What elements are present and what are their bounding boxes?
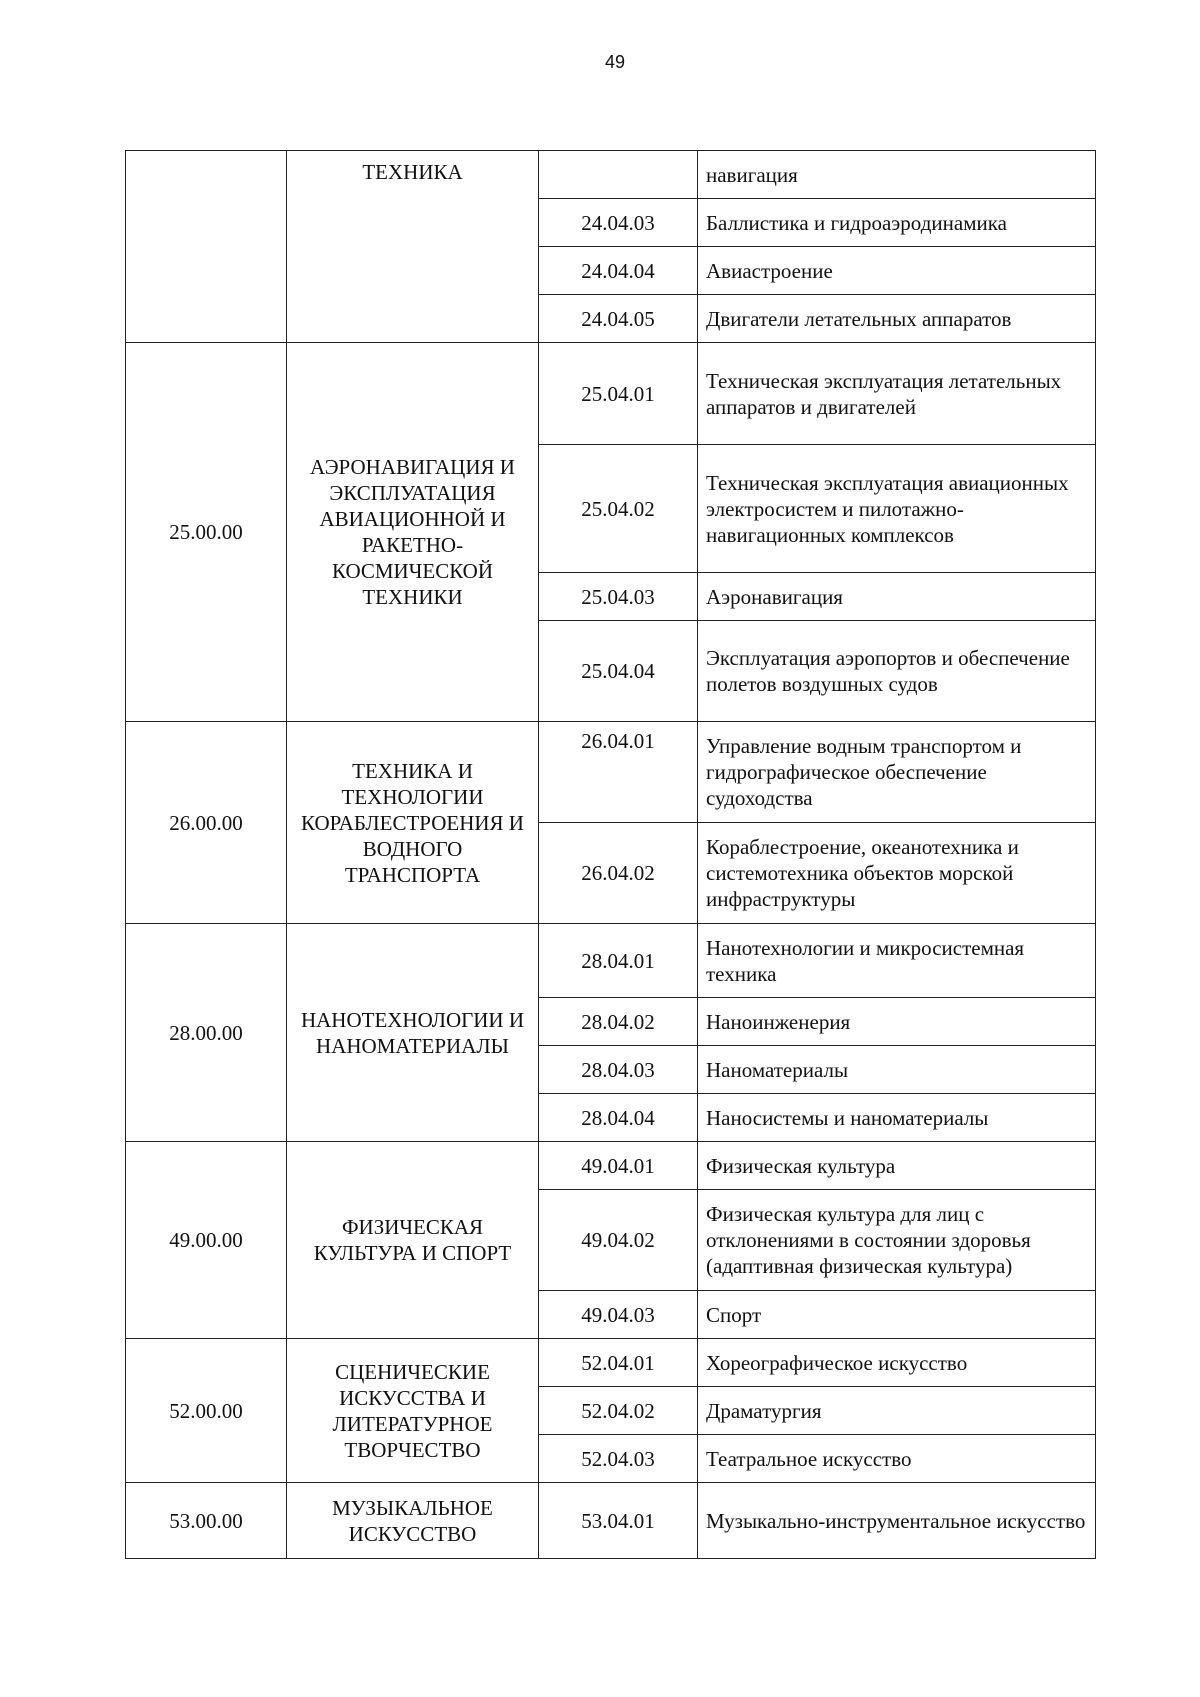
specialty-name: Драматургия — [698, 1387, 1096, 1435]
specialty-name: Двигатели летательных аппаратов — [698, 295, 1096, 343]
specialty-name: Наносистемы и наноматериалы — [698, 1094, 1096, 1142]
specialty-code — [539, 151, 698, 199]
specialties-table — [125, 150, 1096, 1559]
group-code: 28.00.00 — [126, 924, 287, 1142]
table-row — [126, 1339, 1096, 1387]
table-row — [126, 924, 1096, 998]
specialty-name: Нанотехнологии и микросистемная техника — [698, 924, 1096, 998]
group-code: 53.00.00 — [126, 1483, 287, 1559]
specialty-name: Аэронавигация — [698, 573, 1096, 621]
specialty-name: Эксплуатация аэропортов и обеспечение полетов воздушных судов — [698, 621, 1096, 722]
table-row — [126, 722, 1096, 823]
specialty-code: 53.04.01 — [539, 1483, 698, 1559]
specialty-code: 25.04.02 — [539, 445, 698, 573]
specialty-code: 25.04.03 — [539, 573, 698, 621]
group-code: 25.00.00 — [126, 343, 287, 722]
specialty-name: Кораблестроение, океанотехника и системотехника объектов морской инфраструктуры — [698, 823, 1096, 924]
group-name: МУЗЫКАЛЬНОЕ ИСКУССТВО — [287, 1483, 539, 1559]
specialty-name: Техническая эксплуатация летательных аппаратов и двигателей — [698, 343, 1096, 445]
specialty-code: 25.04.04 — [539, 621, 698, 722]
specialty-name: Театральное искусство — [698, 1435, 1096, 1483]
table-row — [126, 151, 1096, 199]
page-number: 49 — [604, 52, 626, 72]
specialty-code: 24.04.05 — [539, 295, 698, 343]
group-name: ТЕХНИКА — [287, 151, 539, 343]
table-row — [126, 1142, 1096, 1190]
specialty-name: Наноинженерия — [698, 998, 1096, 1046]
table-row — [126, 343, 1096, 445]
specialty-code: 24.04.03 — [539, 199, 698, 247]
specialty-code: 26.04.02 — [539, 823, 698, 924]
specialty-code: 52.04.01 — [539, 1339, 698, 1387]
specialty-name: Авиастроение — [698, 247, 1096, 295]
specialty-code: 28.04.03 — [539, 1046, 698, 1094]
specialty-code: 28.04.01 — [539, 924, 698, 998]
group-name: ТЕХНИКА И ТЕХНОЛОГИИ КОРАБЛЕСТРОЕНИЯ И ВОДНОГО ТРАНСПОРТА — [287, 722, 539, 924]
group-name: ФИЗИЧЕСКАЯ КУЛЬТУРА И СПОРТ — [287, 1142, 539, 1339]
specialty-code: 28.04.04 — [539, 1094, 698, 1142]
table-row — [126, 1483, 1096, 1559]
specialty-code: 49.04.02 — [539, 1190, 698, 1291]
specialty-name: Спорт — [698, 1291, 1096, 1339]
specialty-name: Управление водным транспортом и гидрографическое обеспечение судоходства — [698, 722, 1096, 823]
specialty-name: Физическая культура — [698, 1142, 1096, 1190]
specialty-name: Баллистика и гидроаэродинамика — [698, 199, 1096, 247]
specialty-code: 52.04.02 — [539, 1387, 698, 1435]
group-name: СЦЕНИЧЕСКИЕ ИСКУССТВА И ЛИТЕРАТУРНОЕ ТВОРЧЕСТВО — [287, 1339, 539, 1483]
specialty-code: 26.04.01 — [539, 722, 698, 823]
group-code — [126, 151, 287, 343]
specialty-name: Музыкально-инструментальное искусство — [698, 1483, 1096, 1559]
group-name: НАНОТЕХНОЛОГИИ И НАНОМАТЕРИАЛЫ — [287, 924, 539, 1142]
specialty-name: Техническая эксплуатация авиационных электросистем и пилотажно-навигационных комплексов — [698, 445, 1096, 573]
specialty-code: 24.04.04 — [539, 247, 698, 295]
specialty-code: 25.04.01 — [539, 343, 698, 445]
specialty-name: Физическая культура для лиц с отклонениями в состоянии здоровья (адаптивная физическая культура) — [698, 1190, 1096, 1291]
specialty-name: навигация — [698, 151, 1096, 199]
group-code: 26.00.00 — [126, 722, 287, 924]
group-name: АЭРОНАВИГАЦИЯ И ЭКСПЛУАТАЦИЯ АВИАЦИОННОЙ И РАКЕТНО-КОСМИЧЕСКОЙ ТЕХНИКИ — [287, 343, 539, 722]
group-code: 49.00.00 — [126, 1142, 287, 1339]
specialty-code: 49.04.01 — [539, 1142, 698, 1190]
specialty-name: Хореографическое искусство — [698, 1339, 1096, 1387]
specialty-name: Наноматериалы — [698, 1046, 1096, 1094]
specialty-code: 49.04.03 — [539, 1291, 698, 1339]
specialty-code: 52.04.03 — [539, 1435, 698, 1483]
specialty-code: 28.04.02 — [539, 998, 698, 1046]
group-code: 52.00.00 — [126, 1339, 287, 1483]
